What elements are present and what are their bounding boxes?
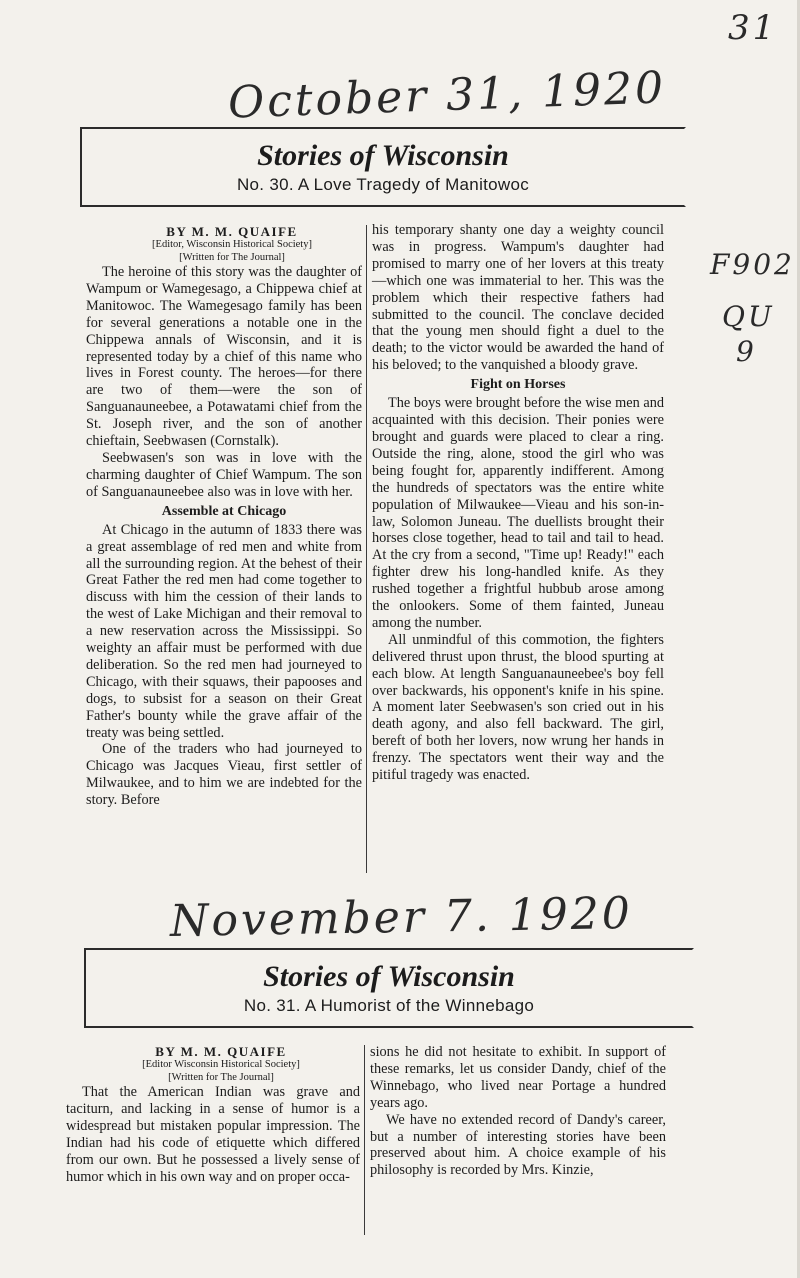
article-1-column-rule <box>366 225 367 873</box>
handwritten-date-october: October 31, 1920 <box>227 62 667 129</box>
article-2-title-box <box>84 948 694 1028</box>
article-2-headline: Stories of Wisconsin <box>263 960 515 993</box>
article-2-column-rule <box>364 1045 365 1235</box>
article-2-column-right <box>370 1044 666 1179</box>
article-1-subhead: No. 30. A Love Tragedy of Manitowoc <box>236 175 530 194</box>
article-1-paragraph-7: All unmindful of this commotion, the fighters delivered thrust upon thrust, the blood spurting at each blow. At length Sanguanauneebee's boy fell over backwards, his opponent's knife in his spine. A moment later Seebwasen's son cried out in his death agony, and also fell backward. The girl, bereft of both her lovers, now wrung her hands in frenzy. The spectators went their way and the pitiful tragedy was enacted. <box>372 631 664 784</box>
article-1-paragraph-5: his temporary shanty one day a weighty council was in progress. Wampum's daughter had promised to marry one of her lovers at this treaty—which one was immaterial to her. This was the problem which their respective fathers had submitted to the council. The conclave decided that the young men should fight a duel to the death; to the victor would be awarded the hand of his beloved; to the vanquished a bloody grave. <box>372 222 664 374</box>
article-1-subheading-horses: Fight on Horses <box>470 377 566 393</box>
article-2-byline: BY M. M. QUAIFE <box>155 1044 287 1059</box>
article-1-title-box <box>80 127 686 207</box>
call-number-line-3: 9 <box>736 335 757 368</box>
article-2-subhead: No. 31. A Humorist of the Winnebago <box>243 996 535 1015</box>
article-1-headline: Stories of Wisconsin <box>257 139 509 172</box>
handwritten-page-number: 31 <box>728 8 778 48</box>
article-2-written-for: [Written for The Journal] <box>168 1071 274 1083</box>
article-2-paragraph-3: We have no extended record of Dandy's career, but a number of interesting stories have been preserved about him. A choice example of his philosophy is recorded by Mrs. Kinzie, <box>370 1111 666 1179</box>
article-2-paragraph-1: That the American Indian was grave and taciturn, and lacking in a sense of humor is a widespread but mistaken popular impression. The Indian had his code of etiquette which differed from our own. But he possessed a lively sense of humor which in his own way and on proper occa- <box>66 1084 360 1185</box>
article-1-subheading-chicago: Assemble at Chicago <box>161 503 287 519</box>
article-1-column-right <box>372 222 664 784</box>
article-1-paragraph-2: Seebwasen's son was in love with the charming daughter of Chief Wampum. The son of Sanguanauneebee also was in love with her. <box>86 449 362 500</box>
article-2-paragraph-2: sions he did not hesitate to exhibit. In support of these remarks, let us consider Dandy, chief of the Winnebago, who lived near Portage a hundred years ago. <box>370 1044 666 1111</box>
article-2-editor-line: [Editor Wisconsin Historical Society] <box>142 1059 300 1070</box>
handwritten-date-november: November 7. 1920 <box>169 887 634 948</box>
article-1-paragraph-4: One of the traders who had journeyed to Chicago was Jacques Vieau, first settler of Milwaukee, and to him we are indebted for the story. Before <box>86 741 362 809</box>
call-number-line-2: QU <box>722 300 775 333</box>
article-1-written-for: [Written for The Journal] <box>179 251 285 263</box>
article-1-byline: BY M. M. QUAIFE <box>166 224 298 239</box>
article-1-editor-line: [Editor, Wisconsin Historical Society] <box>152 239 312 250</box>
article-1-paragraph-3: At Chicago in the autumn of 1833 there was a great assemblage of red men and white from all the surrounding region. At the behest of their Great Father the red men had come together to discuss with him the cession of their lands to the west of Lake Michigan and their removal to a new reservation across the Mississippi. So weighty an affair must be performed with due deliberation. So the red men had journeyed to Chicago, with their squaws, their papooses and dogs, to subsist for a season on their Great Father's bounty while the grave affair of the treaty was being settled. <box>86 521 362 741</box>
article-1-paragraph-1: The heroine of this story was the daughter of Wampum or Wamegesago, a Chippewa chief at Manitowoc. The Wamegesago family has been for several generations a notable one in the Chippewa annals of Wisconsin, and it is represented today by a chief of this name who lives in Forest county. The heroes—for there are two of them—were the son of Sanguanauneebee, a Potawatami chief from the St. Joseph river, and the son of another chieftain, Seebwasen (Cornstalk). <box>86 264 362 450</box>
article-2-column-left <box>66 1044 360 1185</box>
article-1-column-left <box>86 224 362 809</box>
call-number-line-1: F902 <box>710 248 795 281</box>
article-1-paragraph-6: The boys were brought before the wise men and acquainted with this decision. Their ponies were brought and guards were placed to clear a ring. Outside the ring, alone, stood the girl who was being fought for, apparently indifferent. Among the hundreds of spectators was the entire white population of Milwaukee—Vieau and his son-in-law, Solomon Juneau. The duellists brought their horses close together, head to tail and tail to head. At the cry from a second, "Time up! Ready!" each fighter drew his long-handled knife. As they rushed together a frightful hubbub arose among the onlookers. Some of them fainted, Juneau among the number. <box>372 395 664 631</box>
